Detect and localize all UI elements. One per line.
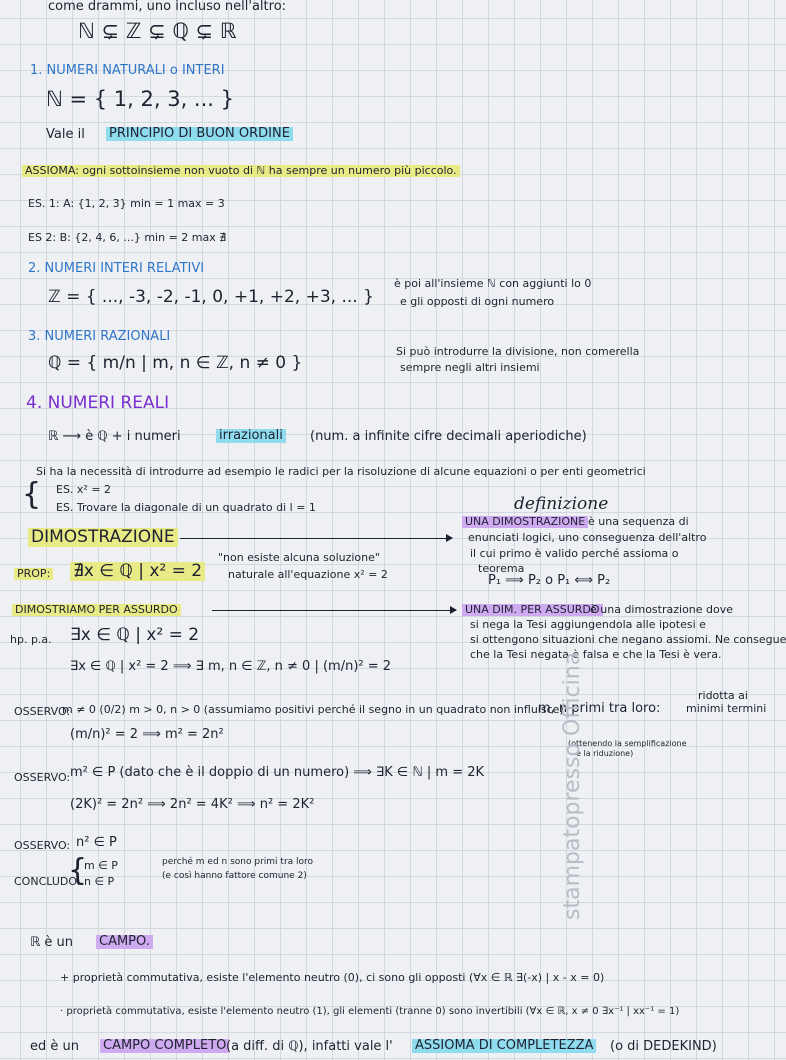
reals-def-start: ℝ ⟶ è ℚ + i numeri bbox=[48, 429, 181, 444]
osservo-1-coprime: m, n primi tra loro: bbox=[538, 701, 661, 716]
principio-highlight: PRINCIPIO DI BUON ORDINE bbox=[106, 127, 293, 141]
assurdo-title: DIMOSTRIAMO PER ASSURDO bbox=[12, 604, 181, 616]
dimostrazione-arrow bbox=[180, 538, 452, 539]
assurdo-def-1: è una dimostrazione dove bbox=[590, 603, 734, 616]
principio-prefix: Vale il bbox=[46, 127, 85, 142]
section-3-title: 3. NUMERI RAZIONALI bbox=[28, 329, 171, 344]
example-diagonal: ES. Trovare la diagonale di un quadrato di l = 1 bbox=[56, 501, 316, 514]
section-1-title: 1. NUMERI NATURALI o INTERI bbox=[30, 63, 225, 78]
completo-prefix: ed è un bbox=[30, 1039, 79, 1054]
campo-prop-sum: + proprietà commutativa, esiste l'elemento neutro (0), ci sono gli opposti (∀x ∈ ℝ ∃(-x) | x - x = 0) bbox=[60, 971, 605, 984]
prop-note-1: "non esiste alcuna soluzione" bbox=[218, 551, 380, 564]
osservo-1-equation: (m/n)² = 2 ⟹ m² = 2n² bbox=[70, 727, 224, 742]
def-text-2: enunciati logici, uno conseguenza dell'altro bbox=[468, 531, 707, 544]
necessita-text: Si ha la necessità di introdurre ad esempio le radici per la risoluzione di alcune equazioni o per enti geometrici bbox=[36, 465, 646, 478]
hp-expression: ∃x ∈ ℚ | x² = 2 bbox=[70, 625, 200, 645]
implication-forms: P₁ ⟹ P₂ o P₁ ⟺ P₂ bbox=[488, 573, 611, 588]
irrazionali-highlight: irrazionali bbox=[216, 429, 286, 443]
campo-highlight: CAMPO. bbox=[96, 935, 153, 949]
set-chain: ℕ ⊊ ℤ ⊊ ℚ ⊊ ℝ bbox=[78, 19, 237, 43]
hp-label: hp. p.a. bbox=[10, 633, 52, 646]
def-text-1: è una sequenza di bbox=[588, 515, 689, 528]
example-brace: { bbox=[22, 477, 42, 512]
definizione-title: definizione bbox=[514, 494, 609, 514]
concludo-n: n ∈ P bbox=[84, 875, 115, 888]
concludo-m: m ∈ P bbox=[84, 859, 118, 872]
dimostrazione-title: DIMOSTRAZIONE bbox=[28, 528, 178, 547]
assioma-buon-ordine: ASSIOMA: ogni sottoinsieme non vuoto di ℕ ha sempre un numero più piccolo. bbox=[22, 165, 460, 177]
reals-def-end: (num. a infinite cifre decimali aperiodiche) bbox=[310, 429, 587, 444]
osservo-1-paren-1: (ottenendo la semplificazione bbox=[568, 739, 687, 748]
integers-note-1: è poi all'insieme ℕ con aggiunti lo 0 bbox=[394, 277, 592, 290]
prop-expression: ∄x ∈ ℚ | x² = 2 bbox=[70, 562, 205, 581]
section-2-title: 2. NUMERI INTERI RELATIVI bbox=[28, 261, 205, 276]
example-x2: ES. x² = 2 bbox=[56, 483, 112, 496]
naturals-set: ℕ = { 1, 2, 3, ... } bbox=[46, 87, 234, 111]
hp-expression-2: ∃x ∈ ℚ | x² = 2 ⟹ ∃ m, n ∈ ℤ, n ≠ 0 | (m/n)² = 2 bbox=[70, 659, 392, 674]
assurdo-arrow bbox=[212, 610, 456, 611]
prop-note-2: naturale all'equazione x² = 2 bbox=[228, 568, 388, 581]
osservo-1-text: m ≠ 0 (0/2) m > 0, n > 0 (assumiamo positivi perché il segno in un quadrato non influisce) bbox=[62, 703, 564, 716]
completo-middle: (a diff. di ℚ), infatti vale l' bbox=[226, 1039, 393, 1054]
example-1: ES. 1: A: {1, 2, 3} min = 1 max = 3 bbox=[28, 197, 225, 210]
osservo-1-paren-2: e la riduzione) bbox=[576, 749, 634, 758]
completo-suffix: (o di DEDEKIND) bbox=[610, 1039, 717, 1054]
top-note: come drammi, uno incluso nell'altro: bbox=[48, 0, 287, 14]
integers-note-2: e gli opposti di ogni numero bbox=[400, 295, 555, 308]
def-una-dimostrazione: UNA DIMOSTRAZIONE bbox=[462, 516, 588, 528]
concludo-brace: { bbox=[68, 853, 88, 888]
osservo-1-label: OSSERVO: bbox=[14, 705, 71, 718]
def-text-4: teorema bbox=[478, 562, 525, 575]
concludo-note-1: perché m ed n sono primi tra loro bbox=[162, 857, 314, 867]
campo-completo-highlight: CAMPO COMPLETO bbox=[100, 1039, 229, 1053]
rationals-note-2: sempre negli altri insiemi bbox=[400, 361, 540, 374]
rationals-set: ℚ = { m/n | m, n ∈ ℤ, n ≠ 0 } bbox=[48, 353, 303, 373]
campo-prop-product: · proprietà commutativa, esiste l'elemento neutro (1), gli elementi (tranne 0) sono invertibili (∀x ∈ ℝ, x ≠ 0 ∃x⁻¹ | xx⁻¹ = 1) bbox=[60, 1006, 680, 1017]
def-text-3: il cui primo è valido perché assioma o bbox=[470, 547, 679, 560]
assioma-completezza-highlight: ASSIOMA DI COMPLETEZZA bbox=[412, 1039, 596, 1053]
example-2: ES 2: B: {2, 4, 6, ...} min = 2 max ∄ bbox=[28, 231, 227, 244]
assurdo-def-4: che la Tesi negata è falsa e che la Tesi è vera. bbox=[470, 648, 722, 661]
assurdo-def-highlight: UNA DIM. PER ASSURDO bbox=[462, 604, 603, 616]
osservo-1-note-1: ridotta ai bbox=[698, 689, 748, 702]
concludo-label: CONCLUDO: bbox=[14, 875, 81, 888]
campo-prefix: ℝ è un bbox=[30, 935, 74, 950]
prop-label: PROP: bbox=[14, 568, 53, 580]
osservo-2-text: m² ∈ P (dato che è il doppio di un numero) ⟹ ∃K ∈ ℕ | m = 2K bbox=[70, 765, 485, 780]
osservo-3-text: n² ∈ P bbox=[76, 835, 117, 850]
rationals-note-1: Si può introdurre la divisione, non comerella bbox=[396, 345, 640, 358]
osservo-1-note-2: minimi termini bbox=[686, 702, 767, 715]
section-4-title: 4. NUMERI REALI bbox=[26, 393, 170, 413]
integers-set: ℤ = { ..., -3, -2, -1, 0, +1, +2, +3, ... } bbox=[48, 287, 374, 307]
assurdo-def-3: si ottengono situazioni che negano assiomi. Ne consegue bbox=[470, 633, 786, 646]
osservo-2-label: OSSERVO: bbox=[14, 771, 71, 784]
osservo-3-label: OSSERVO: bbox=[14, 839, 71, 852]
concludo-note-2: (e così hanno fattore comune 2) bbox=[162, 871, 307, 881]
assurdo-def-2: si nega la Tesi aggiungendola alle ipotesi e bbox=[470, 618, 706, 631]
watermark: stampatopresso Officina bbox=[560, 651, 585, 920]
osservo-2-equation: (2K)² = 2n² ⟹ 2n² = 4K² ⟹ n² = 2K² bbox=[70, 797, 315, 812]
